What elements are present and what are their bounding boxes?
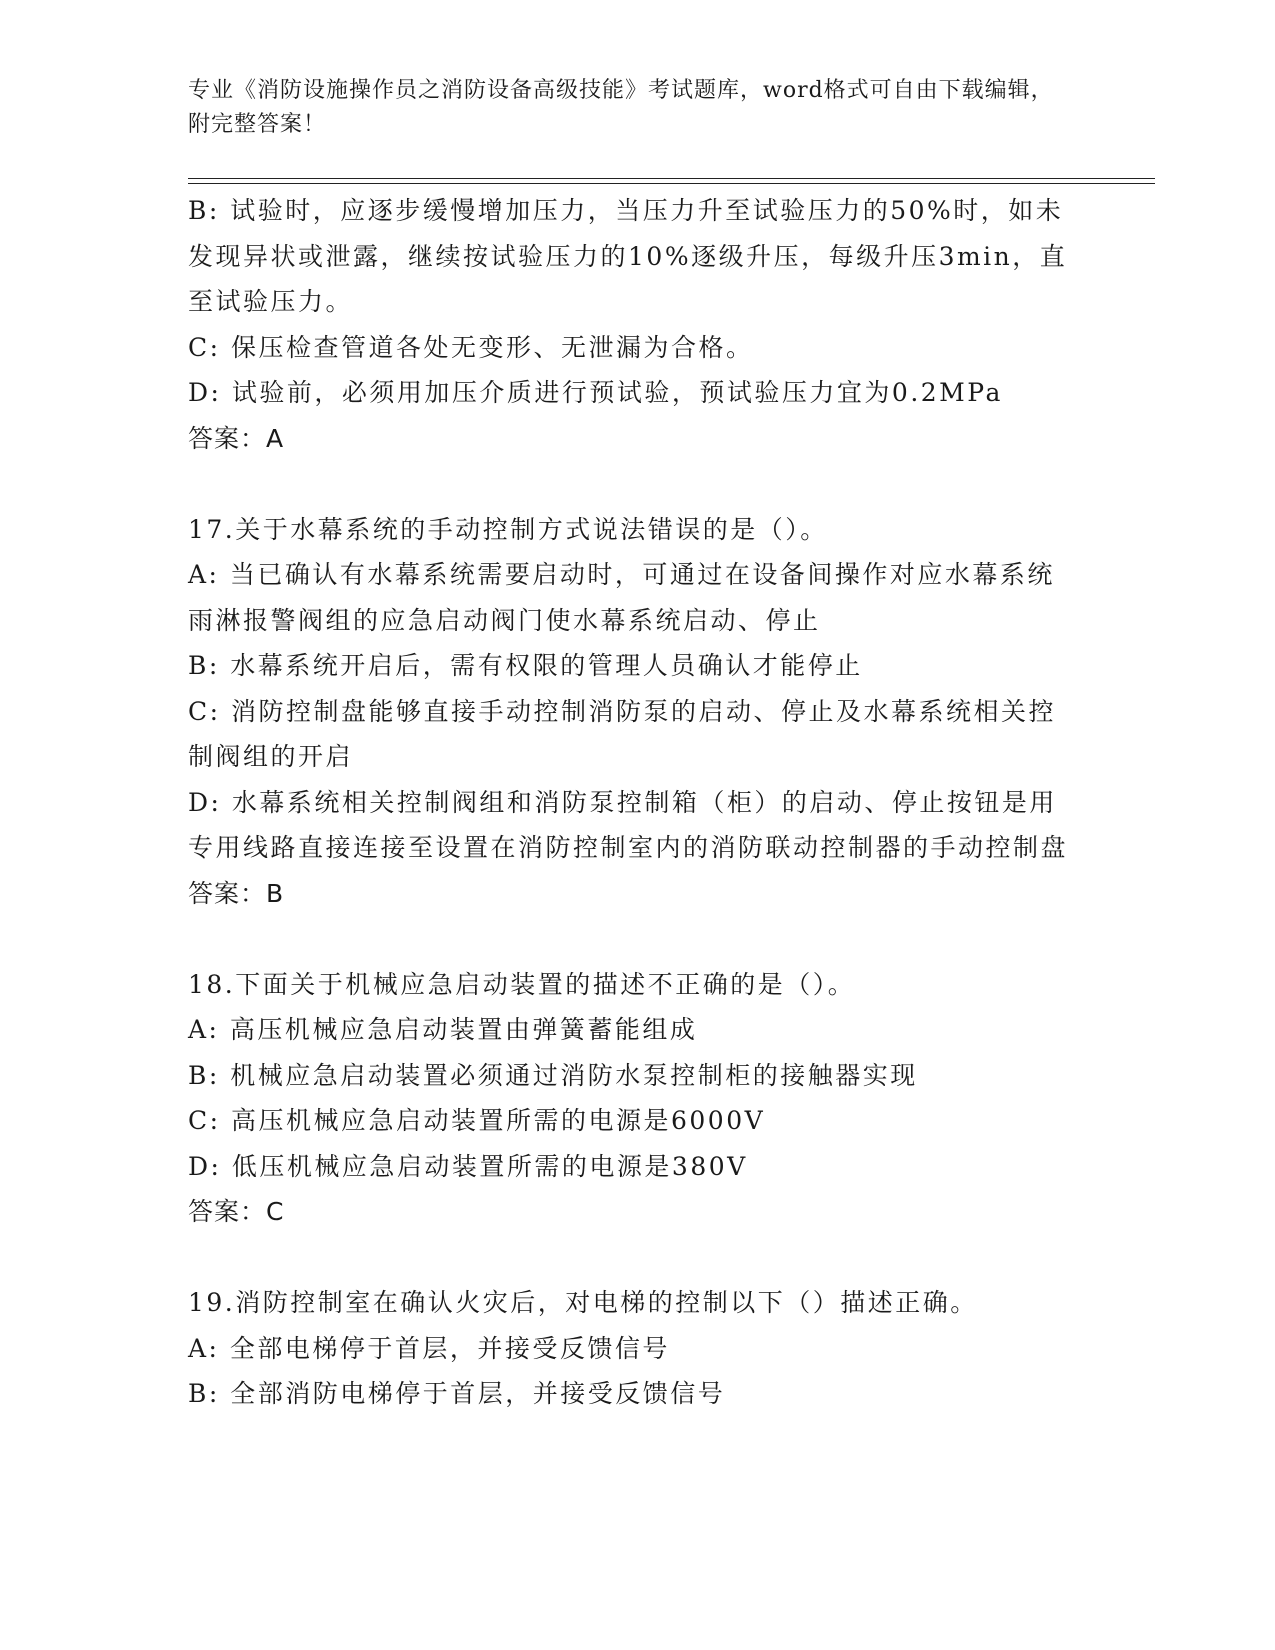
q18-answer: 答案：C xyxy=(188,1197,285,1226)
spacer xyxy=(188,1235,1078,1281)
question-content xyxy=(188,188,1078,1417)
q17-answer: 答案：B xyxy=(188,878,285,908)
q19-question: 19.消防控制室在确认火灾后，对电梯的控制以下（）描述正确。 xyxy=(188,1288,978,1317)
prev-option-b: B: 试验时，应逐步缓慢增加压力，当压力升至试验压力的50%时，如未发现异状或泄露，继续按试验压力的10%逐级升压，每级升压3min，直至试验压力。 xyxy=(188,196,1068,316)
prev-answer: 答案：A xyxy=(188,423,285,453)
q17-option-d: D: 水幕系统相关控制阀组和消防泵控制箱（柜）的启动、停止按钮是用专用线路直接连接至设置在消防控制室内的消防联动控制器的手动控制盘 xyxy=(188,787,1069,862)
q17-option-a: A: 当已确认有水幕系统需要启动时，可通过在设备间操作对应水幕系统雨淋报警阀组的应急启动阀门使水幕系统启动、停止 xyxy=(188,560,1055,635)
prev-option-c: C: 保压检查管道各处无变形、无泄漏为合格。 xyxy=(188,332,754,362)
q17-question: 17.关于水幕系统的手动控制方式说法错误的是（）。 xyxy=(188,514,828,544)
spacer xyxy=(188,461,1078,507)
header-rule-bottom xyxy=(188,183,1155,184)
prev-option-d: D: 试验前，必须用加压介质进行预试验，预试验压力宜为0.2MPa xyxy=(188,378,1003,407)
q19-option-b: B: 全部消防电梯停于首层，并接受反馈信号 xyxy=(188,1379,726,1408)
spacer xyxy=(188,916,1078,962)
q18-option-b: B: 机械应急启动装置必须通过消防水泵控制柜的接触器实现 xyxy=(188,1060,918,1090)
q18-option-c: C: 高压机械应急启动装置所需的电源是6000V xyxy=(188,1106,766,1135)
q18-question: 18.下面关于机械应急启动装置的描述不正确的是（）。 xyxy=(188,969,856,999)
q17-option-c: C: 消防控制盘能够直接手动控制消防泵的启动、停止及水幕系统相关控制阀组的开启 xyxy=(188,696,1057,771)
q19-option-a: A: 全部电梯停于首层，并接受反馈信号 xyxy=(188,1333,670,1363)
q17-option-b: B: 水幕系统开启后，需有权限的管理人员确认才能停止 xyxy=(188,651,863,680)
header-rule-top xyxy=(188,178,1155,179)
q18-option-a: A: 高压机械应急启动装置由弹簧蓄能组成 xyxy=(188,1015,698,1044)
q18-option-d: D: 低压机械应急启动装置所需的电源是380V xyxy=(188,1151,748,1181)
document-header: 专业《消防设施操作员之消防设备高级技能》考试题库，word格式可自由下载编辑，附完整答案！ xyxy=(188,78,1054,137)
